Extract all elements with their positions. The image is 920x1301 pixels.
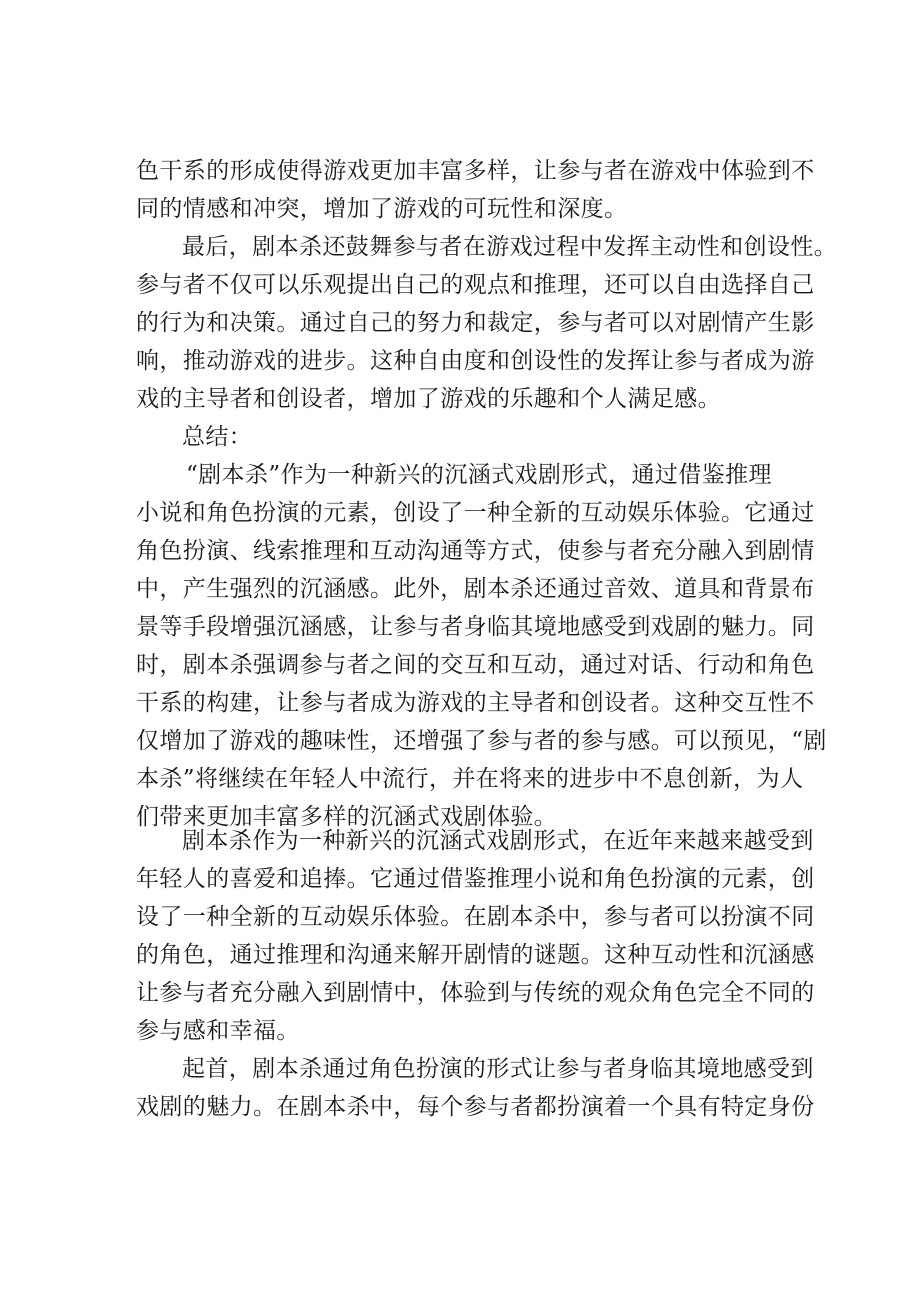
text-block-lower	[136, 822, 815, 1126]
paragraph-line: 戏剧的魅力。在剧本杀中，每个参与者都扮演着一个具有特定身份	[136, 1094, 815, 1120]
paragraph-line: 本杀”将继续在年轻人中流行，并在将来的进步中不息创新，为人	[136, 766, 804, 792]
paragraph-line: 们带来更加丰富多样的沉涵式戏剧体验。	[136, 804, 558, 830]
paragraph-line: 的角色，通过推理和沟通来解开剧情的谜题。这种互动性和沉涵感	[136, 942, 815, 968]
paragraph-line: 时，剧本杀强调参与者之间的交互和互动，通过对话、行动和角色	[136, 652, 815, 678]
paragraph-line: 中，产生强烈的沉涵感。此外，剧本杀还通过音效、道具和背景布	[136, 576, 815, 602]
paragraph-line: 最后，剧本杀还鼓舞参与者在游戏过程中发挥主动性和创设性。	[182, 234, 838, 260]
paragraph-line: 参与感和幸福。	[136, 1018, 300, 1044]
paragraph-line: 的行为和决策。通过自己的努力和裁定，参与者可以对剧情产生影	[136, 310, 815, 336]
paragraph-line: 响，推动游戏的进步。这种自由度和创设性的发挥让参与者成为游	[136, 348, 815, 374]
paragraph-line: 让参与者充分融入到剧情中，体验到与传统的观众角色完全不同的	[136, 980, 815, 1006]
paragraph-line: 仅增加了游戏的趣味性，还增强了参与者的参与感。可以预见，“剧	[136, 728, 827, 754]
paragraph-line: 设了一种全新的互动娱乐体验。在剧本杀中，参与者可以扮演不同	[136, 904, 815, 930]
paragraph-line: 戏的主导者和创设者，增加了游戏的乐趣和个人满足感。	[136, 386, 721, 412]
paragraph-line: 小说和角色扮演的元素，创设了一种全新的互动娱乐体验。它通过	[136, 500, 815, 526]
paragraph-line: 参与者不仅可以乐观提出自己的观点和推理，还可以自由选择自己	[136, 272, 815, 298]
paragraph-line: 起首，剧本杀通过角色扮演的形式让参与者身临其境地感受到	[182, 1056, 814, 1082]
paragraph-line: 同的情感和冲突，增加了游戏的可玩性和深度。	[136, 196, 628, 222]
text-block-upper	[136, 152, 838, 836]
paragraph-line: 年轻人的喜爱和追捧。它通过借鉴推理小说和角色扮演的元素，创	[136, 866, 815, 892]
paragraph-line: 景等手段增强沉涵感，让参与者身临其境地感受到戏剧的魅力。同	[136, 614, 815, 640]
paragraph-line: 角色扮演、线索推理和互动沟通等方式，使参与者充分融入到剧情	[136, 538, 815, 564]
paragraph-line: 干系的构建，让参与者成为游戏的主导者和创设者。这种交互性不	[136, 690, 815, 716]
summary-heading: 总结：	[182, 424, 253, 450]
paragraph-line: “剧本杀”作为一种新兴的沉涵式戏剧形式，通过借鉴推理	[186, 462, 772, 488]
paragraph-line: 色干系的形成使得游戏更加丰富多样，让参与者在游戏中体验到不	[136, 158, 815, 184]
paragraph-line: 剧本杀作为一种新兴的沉涵式戏剧形式，在近年来越来越受到	[182, 828, 814, 854]
